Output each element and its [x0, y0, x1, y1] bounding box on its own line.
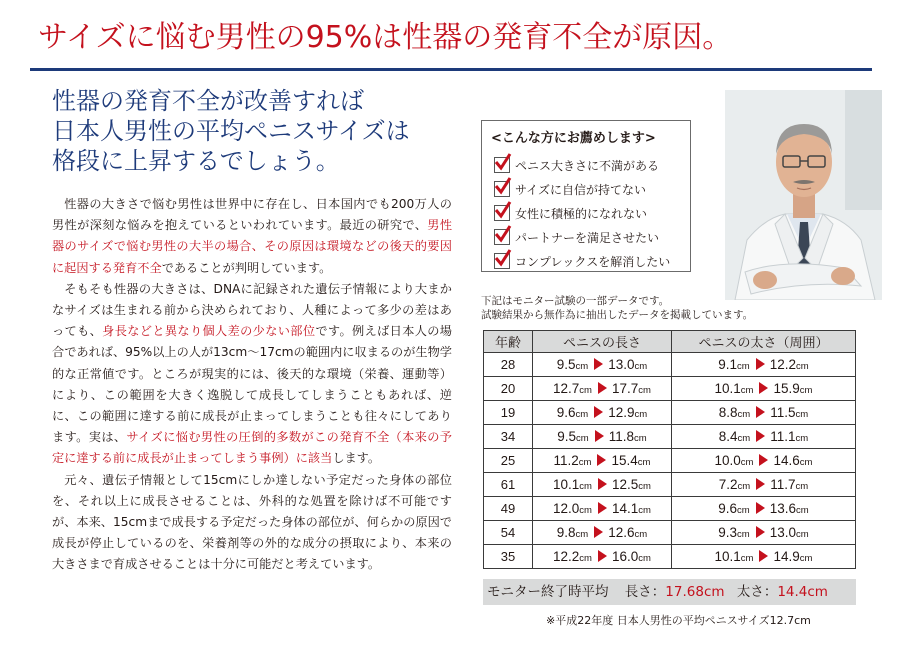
- table-row: [484, 497, 856, 521]
- arrow-right-icon: [756, 478, 765, 490]
- unit-label: cm: [737, 529, 750, 540]
- unit-label: cm: [579, 553, 592, 564]
- after-value: 13.0: [769, 525, 796, 540]
- unit-label: cm: [638, 385, 651, 396]
- footnote: ※平成22年度 日本人男性の平均ペニスサイズ12.7cm: [546, 614, 811, 627]
- checkmark-icon: [494, 205, 510, 221]
- table-row: [484, 473, 856, 497]
- unit-label: cm: [579, 505, 592, 516]
- before-value: 9.5: [556, 357, 576, 372]
- recommendation-item: [494, 154, 684, 176]
- girth-cell: [671, 353, 855, 377]
- length-cell: [533, 425, 672, 449]
- subheadline-line-2: 日本人男性の平均ペニスサイズは: [52, 117, 410, 145]
- length-cell: [533, 545, 672, 569]
- recommendation-item-label: サイズに自信が持てない: [515, 182, 647, 197]
- length-cell: [533, 377, 672, 401]
- unit-label: cm: [796, 361, 809, 372]
- unit-label: cm: [575, 409, 589, 420]
- unit-label: cm: [737, 361, 750, 372]
- arrow-right-icon: [756, 526, 765, 538]
- monitor-results-table: [483, 330, 856, 569]
- unit-label: cm: [796, 529, 809, 540]
- after-value: 13.6: [769, 501, 796, 516]
- subheadline-line-3: 格段に上昇するでしょう。: [52, 147, 340, 175]
- after-value: 14.6: [773, 453, 800, 468]
- arrow-right-icon: [756, 406, 765, 418]
- length-cell: [533, 353, 672, 377]
- unit-label: cm: [740, 457, 754, 468]
- arrow-right-icon: [598, 502, 607, 514]
- average-label: モニター終了時平均: [487, 584, 609, 600]
- subheadline: [52, 86, 452, 176]
- after-value: 14.9: [773, 549, 800, 564]
- unit-label: cm: [578, 457, 592, 468]
- after-value: 11.7: [770, 477, 796, 492]
- length-cell: [533, 401, 672, 425]
- monitor-note: [481, 294, 881, 322]
- before-value: 9.8: [556, 525, 576, 540]
- unit-label: cm: [579, 481, 592, 492]
- unit-label: cm: [634, 433, 647, 444]
- checkmark-icon: [494, 181, 510, 197]
- unit-label: cm: [576, 433, 589, 444]
- arrow-right-icon: [595, 430, 604, 442]
- body-text-segment: です。例えば日本人の場合であれば、95%以上の人が13cm～17cmの範囲内に収まるのが生物学的な正常値です。ところが現実的には、後天的な環境（栄養、運動等）により、この範囲を大きく逸脱して成長してしまうこともあれば、逆に、この範囲に達する前に成長が止まってしまうことも往々にしてあります。実は、: [52, 324, 452, 445]
- recommendation-item: [494, 202, 684, 224]
- unit-label: cm: [740, 553, 754, 564]
- unit-label: cm: [799, 553, 813, 564]
- before-value: 9.6: [556, 405, 576, 420]
- checkmark-icon: [494, 157, 510, 173]
- before-value: 12.0: [553, 501, 580, 516]
- before-value: 10.1: [714, 549, 741, 564]
- header-length: ペニスの長さ: [533, 331, 672, 353]
- after-value: 12.6: [608, 525, 635, 540]
- recommendation-item: [494, 226, 684, 248]
- before-value: 8.8: [718, 405, 738, 420]
- body-highlight: サイズに悩む男性の圧倒的多数がこの発育不全（本来の予定に達する前に成長が止まってしまう事例）に該当: [52, 430, 452, 466]
- before-value: 12.2: [553, 549, 580, 564]
- before-value: 7.2: [718, 477, 738, 492]
- arrow-right-icon: [594, 358, 603, 370]
- girth-cell: [671, 425, 855, 449]
- girth-cell: [671, 401, 855, 425]
- age-cell: 49: [484, 497, 533, 521]
- headline-divider: [30, 68, 872, 71]
- unit-label: cm: [579, 385, 592, 396]
- unit-label: cm: [634, 409, 648, 420]
- after-value: 11.5: [770, 405, 796, 420]
- recommendation-title: <こんな方にお薦めします>: [491, 131, 656, 146]
- recommendation-item-label: パートナーを満足させたい: [515, 230, 660, 245]
- arrow-right-icon: [759, 454, 768, 466]
- age-cell: 54: [484, 521, 533, 545]
- body-text: [52, 194, 452, 576]
- after-value: 12.2: [769, 357, 796, 372]
- girth-cell: [671, 497, 855, 521]
- unit-label: cm: [638, 481, 651, 492]
- monitor-note-line-2: 試験結果から無作為に抽出したデータを掲載しています。: [481, 309, 754, 321]
- after-value: 17.7: [611, 381, 639, 396]
- before-value: 8.4: [718, 429, 738, 444]
- body-text-segment: します。: [332, 451, 381, 466]
- unit-label: cm: [796, 505, 809, 516]
- length-cell: [533, 497, 672, 521]
- unit-label: cm: [795, 409, 809, 420]
- after-value: 12.9: [608, 405, 635, 420]
- body-text-segment: 性器の大きさで悩む男性は世界中に存在し、日本国内でも200万人の男性が深刻な悩みを抱えているといわれています。最近の研究で、: [52, 197, 452, 233]
- age-cell: 25: [484, 449, 533, 473]
- unit-label: cm: [737, 481, 751, 492]
- recommendation-item-label: 女性に積極的になれない: [515, 206, 648, 221]
- unit-label: cm: [575, 529, 589, 540]
- after-value: 13.0: [608, 357, 635, 372]
- after-value: 11.1: [770, 429, 796, 444]
- recommendation-item-label: ペニス大きさに不満がある: [515, 158, 660, 173]
- average-girth-value: 14.4cm: [777, 584, 828, 600]
- unit-label: cm: [575, 361, 589, 372]
- monitor-note-line-1: 下記はモニター試験の一部データです。: [481, 295, 670, 307]
- body-text-segment: であることが判明しています。: [161, 260, 332, 275]
- average-length-value: 17.68cm: [665, 584, 725, 600]
- arrow-right-icon: [598, 478, 607, 490]
- before-value: 12.7: [553, 381, 580, 396]
- before-value: 9.1: [718, 357, 738, 372]
- age-cell: 35: [484, 545, 533, 569]
- after-value: 15.9: [773, 381, 800, 396]
- arrow-right-icon: [594, 526, 603, 538]
- arrow-right-icon: [597, 454, 606, 466]
- header-age: 年齢: [484, 331, 533, 353]
- table-row: [484, 545, 856, 569]
- age-cell: 34: [484, 425, 533, 449]
- doctor-photo: [725, 90, 882, 300]
- before-value: 9.5: [557, 429, 577, 444]
- arrow-right-icon: [759, 382, 768, 394]
- average-summary: [483, 579, 856, 605]
- unit-label: cm: [634, 529, 648, 540]
- body-paragraph-2: [52, 279, 452, 470]
- after-value: 12.5: [611, 477, 639, 492]
- unit-label: cm: [637, 457, 651, 468]
- body-highlight: 身長などと異なり個人差の少ない部位: [102, 324, 316, 339]
- girth-cell: [671, 473, 855, 497]
- recommendation-item: [494, 250, 684, 272]
- unit-label: cm: [737, 505, 750, 516]
- before-value: 9.3: [718, 525, 738, 540]
- age-cell: 19: [484, 401, 533, 425]
- body-text-segment: そもそも性器の大きさは、DNAに記録された遺伝子情報により大まかなサイズは生まれる前から決められており、人種によって多少の差はあっても、: [52, 281, 452, 339]
- age-cell: 61: [484, 473, 533, 497]
- table-row: [484, 425, 856, 449]
- table-row: [484, 449, 856, 473]
- checkmark-icon: [494, 253, 510, 269]
- length-cell: [533, 521, 672, 545]
- after-value: 14.1: [611, 501, 639, 516]
- age-cell: 28: [484, 353, 533, 377]
- recommendation-item-label: コンプレックスを解消したい: [515, 254, 671, 269]
- before-value: 11.2: [553, 453, 579, 468]
- table-header-row: [484, 331, 856, 353]
- unit-label: cm: [638, 553, 651, 564]
- unit-label: cm: [795, 481, 809, 492]
- arrow-right-icon: [756, 358, 765, 370]
- table-row: [484, 353, 856, 377]
- unit-label: cm: [799, 385, 813, 396]
- arrow-right-icon: [594, 406, 603, 418]
- unit-label: cm: [795, 433, 809, 444]
- doctor-illustration: [725, 90, 882, 300]
- girth-cell: [671, 377, 855, 401]
- before-value: 10.0: [714, 453, 741, 468]
- before-value: 9.6: [718, 501, 738, 516]
- after-value: 16.0: [611, 549, 639, 564]
- body-paragraph-1: [52, 194, 452, 279]
- girth-cell: [671, 545, 855, 569]
- header-girth: ペニスの太さ（周囲）: [671, 331, 855, 353]
- average-girth-label: 太さ：: [736, 584, 778, 600]
- unit-label: cm: [634, 361, 648, 372]
- unit-label: cm: [638, 505, 651, 516]
- unit-label: cm: [740, 385, 754, 396]
- table-row: [484, 521, 856, 545]
- after-value: 15.4: [611, 453, 638, 468]
- arrow-right-icon: [756, 430, 765, 442]
- girth-cell: [671, 449, 855, 473]
- average-length-label: 長さ：: [624, 584, 666, 600]
- table-row: [484, 401, 856, 425]
- recommendation-item: [494, 178, 684, 200]
- age-cell: 20: [484, 377, 533, 401]
- before-value: 10.1: [553, 477, 580, 492]
- arrow-right-icon: [759, 550, 768, 562]
- length-cell: [533, 449, 672, 473]
- subheadline-line-1: 性器の発育不全が改善すれば: [52, 87, 364, 115]
- before-value: 10.1: [714, 381, 741, 396]
- table-row: [484, 377, 856, 401]
- after-value: 11.8: [608, 429, 634, 444]
- arrow-right-icon: [598, 550, 607, 562]
- arrow-right-icon: [756, 502, 765, 514]
- arrow-right-icon: [598, 382, 607, 394]
- girth-cell: [671, 521, 855, 545]
- body-paragraph-3: 元々、遺伝子情報として15cmにしか達しない予定だった身体の部位を、それ以上に成長させることは、外科的な処置を除けば不可能ですが、本来、15cmまで成長する予定だった身体の部位が、何らかの原因で成長が停止しているのを、栄養剤等の外的な成分の摂取により、本来の大きさまで育成させることは十分に可能だと考えています。: [52, 472, 452, 572]
- length-cell: [533, 473, 672, 497]
- unit-label: cm: [737, 409, 751, 420]
- checkmark-icon: [494, 229, 510, 245]
- recommendation-box: [481, 120, 691, 272]
- unit-label: cm: [799, 457, 813, 468]
- body-highlight: 男性器のサイズで悩む男性の大半の場合、その原因は環境などの後天的要因に起因する発育不全: [52, 218, 453, 275]
- headline: サイズに悩む男性の95%は性器の発育不全が原因。: [38, 20, 733, 55]
- unit-label: cm: [737, 433, 751, 444]
- table-body: [484, 353, 856, 569]
